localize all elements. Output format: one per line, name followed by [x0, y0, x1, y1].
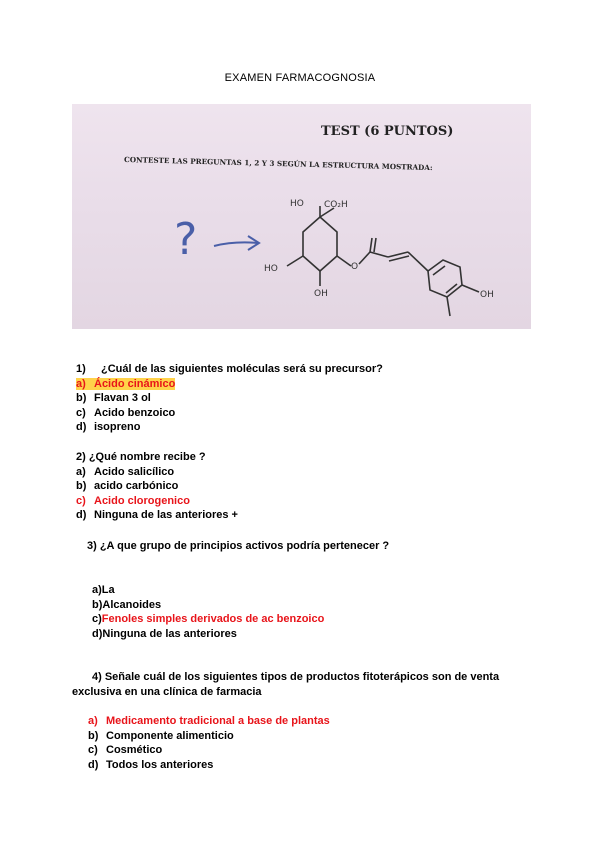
q2-option-a — [76, 465, 238, 480]
q2-option-b — [76, 479, 238, 494]
q2-option-c-text: Acido clorogenico — [94, 494, 190, 507]
q1-option-b-letter: b) — [76, 392, 87, 405]
question-2-text: 2) ¿Qué nombre recibe ? — [76, 451, 206, 463]
q4-option-b-text: Componente alimenticio — [106, 729, 234, 742]
q1-option-d-text: isopreno — [94, 421, 141, 434]
q1-option-b — [76, 391, 383, 406]
label-o-ester: O — [351, 262, 359, 272]
question-1-number: 1) — [76, 363, 86, 375]
q4-option-a-letter: a) — [88, 715, 98, 727]
q4-option-c-text: Cosmético — [106, 744, 163, 757]
q1-option-c-text: Acido benzoico — [94, 406, 176, 419]
question-4-prompt — [72, 670, 499, 699]
label-ho-left: HO — [264, 264, 278, 274]
question-3-prompt: 3) ¿A que grupo de principios activos podría pertenecer ? — [87, 540, 390, 552]
image-heading: TEST (6 PUNTOS) — [321, 124, 454, 139]
q2-option-c-letter: c) — [76, 494, 86, 507]
q3-option-a-letter: a) — [92, 584, 102, 596]
q3-option-b-letter: b) — [92, 598, 103, 611]
q2-option-a-letter: a) — [76, 465, 86, 478]
exam-photo — [72, 104, 531, 329]
q4-option-c — [88, 743, 330, 758]
q4-option-c-letter: c) — [88, 744, 98, 757]
q3-option-a-text: La — [101, 584, 115, 596]
question-4-text-line-1: 4) Señale cuál de los siguientes tipos de productos fitoterápicos son de venta — [92, 671, 500, 683]
q2-option-d-letter: d) — [76, 509, 87, 522]
q3-option-b — [92, 598, 324, 613]
q3-option-b-text: Alcanoides — [102, 598, 162, 611]
q1-option-c — [76, 406, 383, 421]
label-oh-bottom: OH — [314, 289, 328, 299]
chemical-structure-image — [72, 104, 531, 329]
question-1-text: ¿Cuál de las siguientes moléculas será su precursor? — [101, 363, 383, 375]
q3-option-c-letter: c) — [92, 613, 102, 626]
q2-option-c — [76, 494, 238, 509]
handwritten-question-mark: ? — [174, 214, 198, 265]
label-oh-right: OH — [480, 290, 494, 300]
q3-option-d-text: Ninguna de las anteriores — [102, 627, 237, 640]
q3-option-d — [92, 627, 324, 642]
label-co2h: CO₂H — [324, 200, 348, 210]
q4-option-d-text: Todos los anteriores — [106, 758, 214, 771]
document-title: EXAMEN FARMACOGNOSIA — [224, 72, 376, 84]
label-ho-top: HO — [290, 199, 304, 209]
q3-option-a — [92, 583, 324, 598]
q3-option-d-letter: d) — [92, 627, 103, 640]
q1-option-a — [76, 377, 383, 392]
question-1 — [76, 362, 383, 435]
q4-option-d-letter: d) — [88, 758, 99, 771]
q3-option-c — [92, 612, 324, 627]
question-3-options — [92, 583, 324, 641]
question-2 — [76, 450, 238, 523]
q4-option-a — [88, 714, 330, 729]
q4-option-d — [88, 758, 330, 773]
q4-option-a-text: Medicamento tradicional a base de plantas — [106, 715, 330, 727]
q2-option-d-text: Ninguna de las anteriores + — [94, 509, 238, 522]
q1-option-b-text: Flavan 3 ol — [94, 392, 151, 405]
q2-option-b-text: acido carbónico — [94, 480, 179, 493]
handwritten-arrow-line — [214, 242, 258, 246]
q1-option-d-letter: d) — [76, 421, 87, 434]
q4-option-b — [88, 729, 330, 744]
q1-option-c-letter: c) — [76, 406, 86, 419]
question-4-options — [88, 714, 330, 772]
q1-option-a-letter: a) — [76, 377, 86, 390]
question-1-prompt — [76, 362, 383, 377]
q2-option-a-text: Acido salicílico — [94, 465, 175, 478]
q1-option-d — [76, 420, 383, 435]
q1-option-a-text: Ácido cinámico — [94, 377, 176, 390]
q4-option-b-letter: b) — [88, 729, 99, 742]
question-4-text-line-2: exclusiva en una clínica de farmacia — [72, 685, 262, 698]
q2-option-b-letter: b) — [76, 480, 87, 493]
image-instruction: CONTESTE LAS PREGUNTAS 1, 2 Y 3 SEGÚN LA ESTRUCTURA MOSTRADA: — [123, 155, 433, 173]
q2-option-d — [76, 508, 238, 523]
q3-option-c-text: Fenoles simples derivados de ac benzoico — [101, 613, 325, 626]
molecule-bonds — [287, 206, 479, 316]
